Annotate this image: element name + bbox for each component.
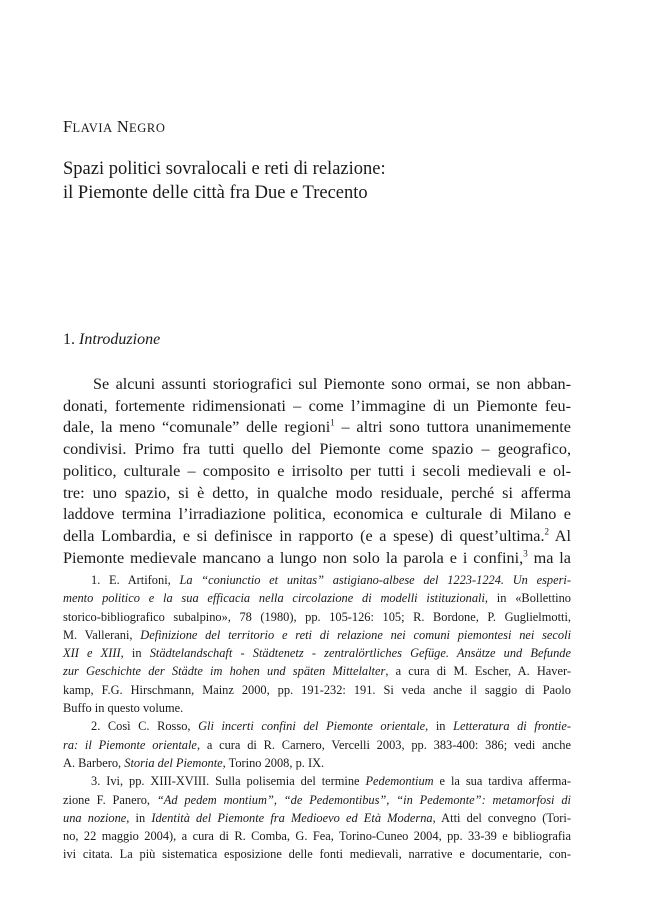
body-text [63, 374, 571, 569]
footnote-3-line: una nozione, in Identità del Piemonte fra Medioevo ed Età Moderna, Atti del convegno (Tori- [63, 810, 571, 825]
footnote-1-line: storico-bibliografico subalpino», 78 (1980), pp. 105-126: 105; R. Bordone, P. Guglielmotti, [63, 609, 571, 624]
title-line-1: Spazi politici sovralocali e reti di relazione: [63, 159, 386, 179]
title-line-2: il Piemonte delle città fra Due e Trecento [63, 183, 368, 203]
footnote-1-line: zur Geschichte der Städte im hohen und späten Mittelalter, a cura di M. Escher, A. Haver- [63, 664, 571, 679]
body-line: condivisi. Primo fra tutti quello del Piemonte come spazio – geografico, [63, 440, 571, 459]
body-line: donati, fortemente ridimensionati – come l’immagine di un Piemonte feu- [63, 396, 571, 415]
footnote-3-line: ivi citata. La più sistematica esposizione delle fonti medievali, narrative e documentarie, con- [63, 847, 571, 862]
footnotes [63, 571, 571, 864]
footnote-2-line: 2. Così C. Rosso, Gli incerti confini del Piemonte orientale, in Letteratura di frontie- [91, 719, 571, 734]
author-name [63, 117, 165, 137]
footnote-ref-2: 2 [544, 526, 550, 537]
footnote-1-line: M. Vallerani, Definizione del territorio e reti di relazione nei comuni piemontesi nei secoli [63, 627, 572, 642]
body-line: politico, culturale – composito e irrisolto per tutti i secoli medievali e ol- [63, 461, 571, 480]
body-line: Piemonte medievale mancano a lungo non solo la parola e i confini,$^3$ ma la [63, 548, 571, 567]
footnote-1-line: mento politico e la sua efficacia nella circolazione di modelli istituzionali, in «Bollettino [63, 591, 571, 606]
footnote-1-line: kamp, F.G. Hirschmann, Mainz 2000, pp. 191-232: 191. Si veda anche il saggio di Paolo [63, 682, 571, 697]
section-title: Introduzione [79, 331, 161, 348]
body-line: della Lombardia, e si definisce in rapporto (e a spese) di quest’ultima.$^2$ Al [63, 526, 571, 545]
footnote-3-line: 3. Ivi, pp. XIII-XVIII. Sulla polisemia del termine Pedemontium e la sua tardiva afferma- [91, 774, 571, 789]
footnote-ref-3: 3 [523, 548, 528, 559]
author-first-initial: F [63, 117, 73, 136]
footnote-1-line: XII e XIII, in Städtelandschaft - Städtenetz - zentralörtliches Gefüge. Ansätze und Befunde [63, 646, 571, 661]
body-line: Se alcuni assunti storiografici sul Piemonte sono ormai, se non abban- [93, 375, 571, 393]
footnote-2-line: A. Barbero, Storia del Piemonte, Torino 2008, p. IX. [63, 755, 325, 770]
footnote-3-line: no, 22 maggio 2004), a cura di R. Comba, G. Fea, Torino-Cuneo 2004, pp. 33-39 e bibliografia [63, 829, 571, 844]
footnote-1-line: 1. E. Artifoni, La “coniunctio et unitas” astigiano-albese del 1223-1224. Un esperi- [91, 573, 571, 587]
author-last-initial: N [116, 117, 130, 136]
body-line: tre: uno spazio, si è detto, in qualche modo residuale, perché si afferma [63, 483, 571, 502]
body-line: dale, la meno “comunale” delle regioni$^1$ – altri sono tuttora unanimemente [63, 418, 571, 437]
section-number: 1. [63, 331, 75, 348]
footnote-3-line: zione F. Panero, “Ad pedem montium”, “de Pedemontibus”, “in Pedemonte”: metamorfosi di [63, 792, 571, 807]
chapter-title [63, 157, 603, 205]
section-heading [63, 331, 160, 349]
footnote-ref-1: 1 [330, 418, 335, 429]
footnote-1-line: Buffo in questo volume. [63, 701, 184, 716]
author-last-rest: EGRO [129, 121, 166, 135]
author-first-rest: LAVIA [72, 121, 113, 135]
footnote-2-line: ra: il Piemonte orientale, a cura di R. Carnero, Vercelli 2003, pp. 383-400: 386; vedi anche [63, 737, 571, 752]
body-line: laddove termina l’irradiazione politica, economica e culturale di Milano e [63, 505, 571, 524]
